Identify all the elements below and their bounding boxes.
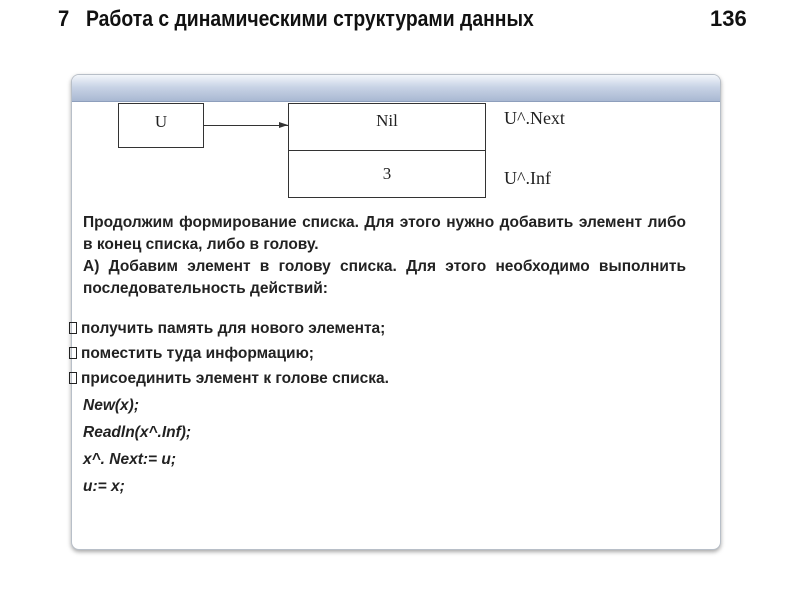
bullet-text: присоединить элемент к голове списка.	[81, 370, 389, 387]
next-field-label: U^.Next	[504, 108, 565, 128]
node-inf-field: 3	[288, 150, 486, 198]
code-line: x^. Next:= u;	[83, 451, 177, 468]
code-line: New(x);	[83, 397, 139, 414]
bullet-box-icon	[69, 322, 77, 334]
page-number: 136	[710, 6, 747, 31]
code-line: u:= x;	[83, 478, 125, 495]
bullet-box-icon	[69, 347, 77, 359]
chapter-title: Работа с динамическими структурами данных	[86, 6, 534, 31]
list-item	[69, 370, 389, 388]
inf-field-label: U^.Inf	[504, 168, 551, 188]
bullet-box-icon	[69, 372, 77, 384]
node-next-field: Nil	[288, 103, 486, 151]
bullet-text: поместить туда информацию;	[81, 345, 314, 362]
body-text	[83, 212, 686, 300]
pointer-arrow	[204, 125, 288, 126]
paragraph-1: Продолжим формирование списка. Для этого нужно добавить элемент либо в конец списка, либо в голову.	[83, 214, 686, 253]
paragraph-2: А) Добавим элемент в голову списка. Для этого необходимо выполнить последовательность действий:	[83, 258, 686, 297]
pointer-box: U	[118, 103, 204, 148]
list-diagram	[0, 0, 800, 210]
list-item	[69, 320, 385, 338]
code-line: Readln(x^.Inf);	[83, 424, 192, 441]
chapter-number: 7	[58, 6, 70, 31]
bullet-text: получить память для нового элемента;	[81, 320, 386, 337]
list-item	[69, 345, 314, 363]
